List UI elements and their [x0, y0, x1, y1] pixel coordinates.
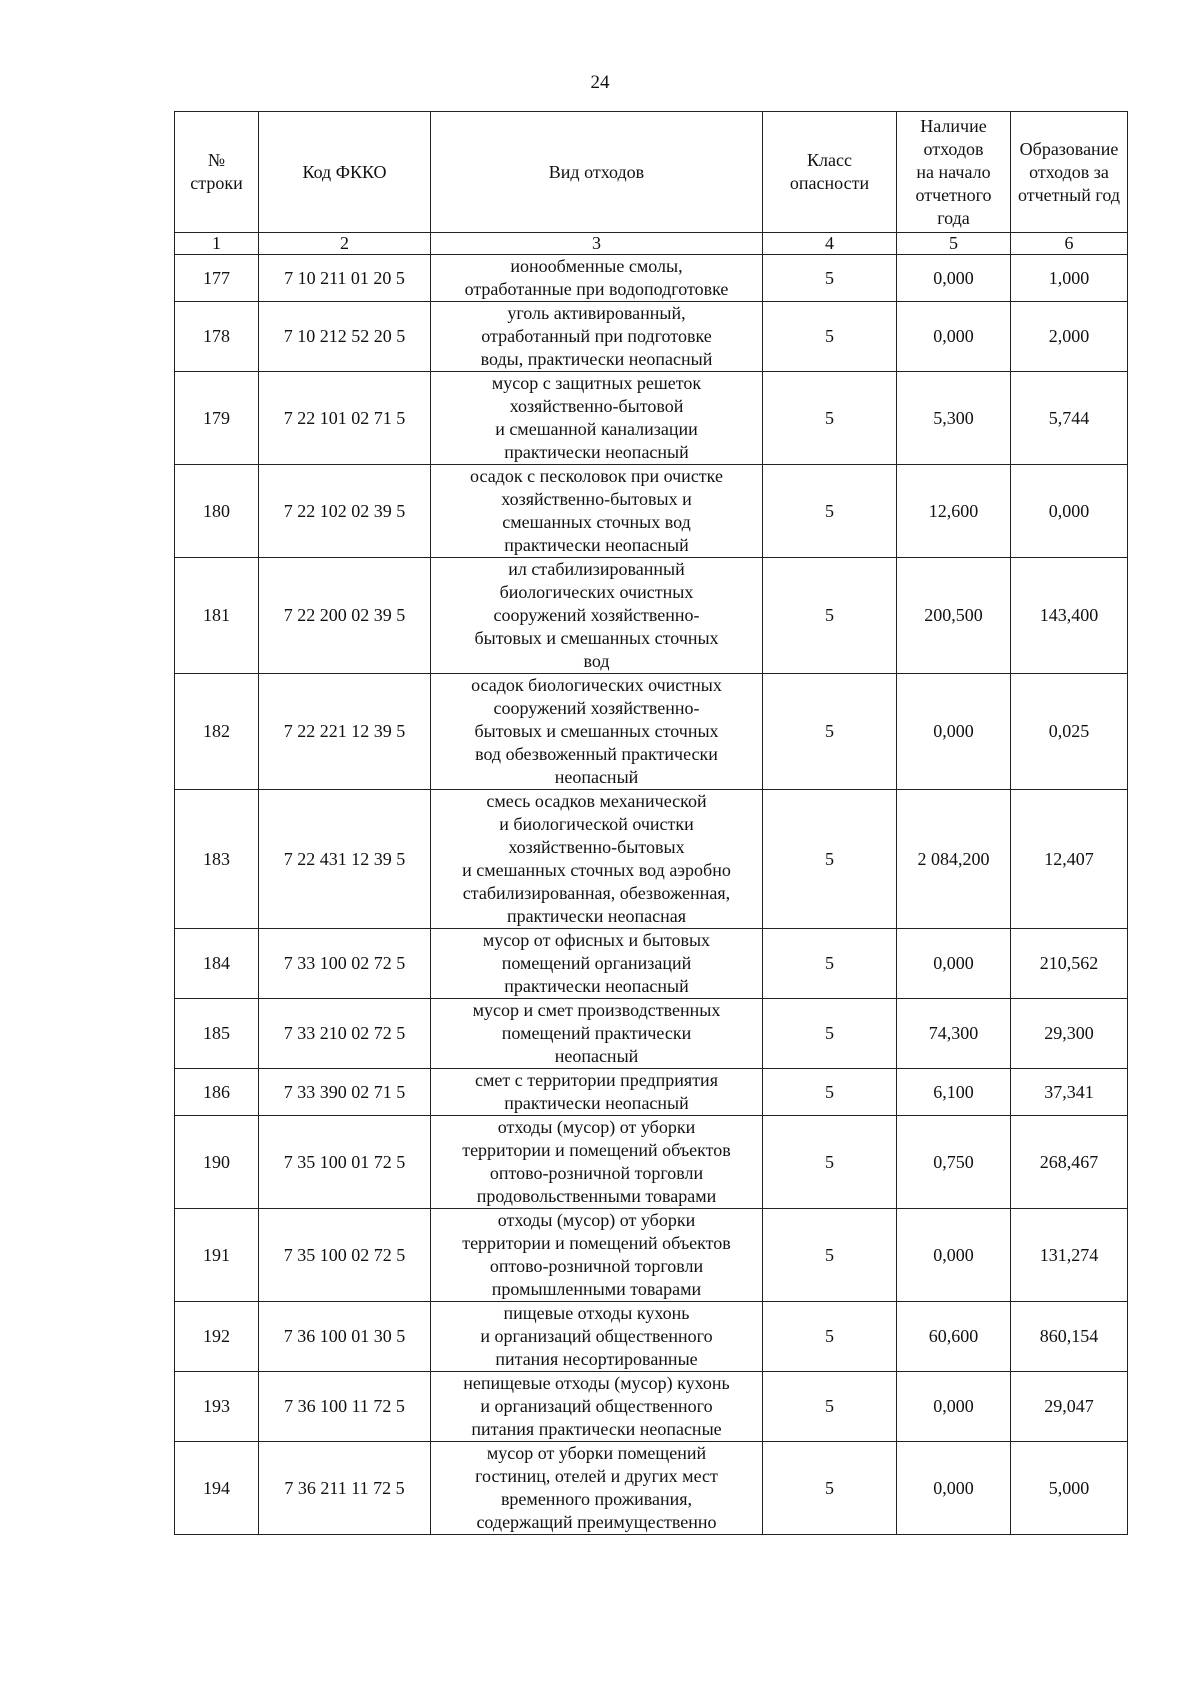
table-row — [175, 1302, 1128, 1372]
fkko-code-cell: 7 33 100 02 72 5 — [259, 929, 431, 999]
fkko-code-cell: 7 22 221 12 39 5 — [259, 674, 431, 790]
hazard-class-cell: 5 — [763, 929, 897, 999]
fkko-code-cell: 7 10 212 52 20 5 — [259, 302, 431, 372]
start-amount-cell: 0,000 — [897, 302, 1011, 372]
column-number-row — [175, 233, 1128, 255]
formed-amount-cell: 860,154 — [1011, 1302, 1128, 1372]
waste-type-cell: смет с территории предприятия практически неопасный — [431, 1069, 763, 1116]
start-amount-cell: 0,000 — [897, 1372, 1011, 1442]
hazard-class-cell: 5 — [763, 674, 897, 790]
waste-type-cell: ионообменные смолы, отработанные при водоподготовке — [431, 255, 763, 302]
fkko-code-cell: 7 36 100 01 30 5 — [259, 1302, 431, 1372]
hazard-class-cell: 5 — [763, 1209, 897, 1302]
hazard-class-cell: 5 — [763, 372, 897, 465]
table-row — [175, 255, 1128, 302]
fkko-code-cell: 7 22 200 02 39 5 — [259, 558, 431, 674]
row-number-cell: 178 — [175, 302, 259, 372]
table-row — [175, 1069, 1128, 1116]
formed-amount-cell: 2,000 — [1011, 302, 1128, 372]
formed-amount-cell: 5,744 — [1011, 372, 1128, 465]
row-number-cell: 185 — [175, 999, 259, 1069]
hazard-class-cell: 5 — [763, 999, 897, 1069]
fkko-code-cell: 7 36 211 11 72 5 — [259, 1442, 431, 1535]
row-number-cell: 190 — [175, 1116, 259, 1209]
table-row — [175, 1372, 1128, 1442]
header-start-of-year: Наличие отходов на начало отчетного года — [897, 112, 1011, 233]
hazard-class-cell: 5 — [763, 1442, 897, 1535]
column-number: 6 — [1011, 233, 1128, 255]
table-row — [175, 465, 1128, 558]
table-row — [175, 372, 1128, 465]
waste-type-cell: мусор от офисных и бытовых помещений организаций практически неопасный — [431, 929, 763, 999]
start-amount-cell: 0,000 — [897, 929, 1011, 999]
waste-table — [174, 111, 1128, 1535]
start-amount-cell: 0,000 — [897, 1442, 1011, 1535]
hazard-class-cell: 5 — [763, 1116, 897, 1209]
formed-amount-cell: 29,300 — [1011, 999, 1128, 1069]
start-amount-cell: 0,000 — [897, 674, 1011, 790]
row-number-cell: 193 — [175, 1372, 259, 1442]
row-number-cell: 180 — [175, 465, 259, 558]
waste-type-cell: пищевые отходы кухонь и организаций общественного питания несортированные — [431, 1302, 763, 1372]
fkko-code-cell: 7 10 211 01 20 5 — [259, 255, 431, 302]
row-number-cell: 192 — [175, 1302, 259, 1372]
hazard-class-cell: 5 — [763, 1302, 897, 1372]
row-number-cell: 191 — [175, 1209, 259, 1302]
hazard-class-cell: 5 — [763, 1069, 897, 1116]
waste-type-cell: мусор с защитных решеток хозяйственно-бытовой и смешанной канализации практически неопасный — [431, 372, 763, 465]
formed-amount-cell: 5,000 — [1011, 1442, 1128, 1535]
fkko-code-cell: 7 22 431 12 39 5 — [259, 790, 431, 929]
waste-type-cell: мусор от уборки помещений гостиниц, отелей и других мест временного проживания, содержащий преимущественно — [431, 1442, 763, 1535]
waste-type-cell: непищевые отходы (мусор) кухонь и организаций общественного питания практически неопасные — [431, 1372, 763, 1442]
fkko-code-cell: 7 22 102 02 39 5 — [259, 465, 431, 558]
fkko-code-cell: 7 35 100 01 72 5 — [259, 1116, 431, 1209]
column-number: 4 — [763, 233, 897, 255]
table-row — [175, 790, 1128, 929]
formed-amount-cell: 1,000 — [1011, 255, 1128, 302]
header-fkko-code: Код ФККО — [259, 112, 431, 233]
header-waste-type: Вид отходов — [431, 112, 763, 233]
formed-amount-cell: 210,562 — [1011, 929, 1128, 999]
fkko-code-cell: 7 33 390 02 71 5 — [259, 1069, 431, 1116]
start-amount-cell: 12,600 — [897, 465, 1011, 558]
row-number-cell: 181 — [175, 558, 259, 674]
hazard-class-cell: 5 — [763, 465, 897, 558]
table-row — [175, 1442, 1128, 1535]
column-number: 5 — [897, 233, 1011, 255]
row-number-cell: 177 — [175, 255, 259, 302]
column-number: 1 — [175, 233, 259, 255]
row-number-cell: 179 — [175, 372, 259, 465]
table-row — [175, 558, 1128, 674]
formed-amount-cell: 131,274 — [1011, 1209, 1128, 1302]
row-number-cell: 184 — [175, 929, 259, 999]
start-amount-cell: 0,000 — [897, 1209, 1011, 1302]
waste-type-cell: осадок биологических очистных сооружений хозяйственно- бытовых и смешанных сточных вод обезвоженный практически неопасный — [431, 674, 763, 790]
waste-type-cell: отходы (мусор) от уборки территории и помещений объектов оптово-розничной торговли продовольственными товарами — [431, 1116, 763, 1209]
page-number: 24 — [590, 72, 610, 93]
row-number-cell: 186 — [175, 1069, 259, 1116]
fkko-code-cell: 7 36 100 11 72 5 — [259, 1372, 431, 1442]
hazard-class-cell: 5 — [763, 558, 897, 674]
waste-type-cell: мусор и смет производственных помещений практически неопасный — [431, 999, 763, 1069]
formed-amount-cell: 143,400 — [1011, 558, 1128, 674]
table-row — [175, 929, 1128, 999]
formed-amount-cell: 12,407 — [1011, 790, 1128, 929]
formed-amount-cell: 37,341 — [1011, 1069, 1128, 1116]
start-amount-cell: 2 084,200 — [897, 790, 1011, 929]
hazard-class-cell: 5 — [763, 255, 897, 302]
column-number: 2 — [259, 233, 431, 255]
fkko-code-cell: 7 35 100 02 72 5 — [259, 1209, 431, 1302]
table-row — [175, 999, 1128, 1069]
table-row — [175, 1116, 1128, 1209]
hazard-class-cell: 5 — [763, 1372, 897, 1442]
start-amount-cell: 200,500 — [897, 558, 1011, 674]
waste-type-cell: смесь осадков механической и биологической очистки хозяйственно-бытовых и смешанных сточных вод аэробно стабилизированная, обезвоженная, практически неопасная — [431, 790, 763, 929]
table-row — [175, 1209, 1128, 1302]
header-row-number: № строки — [175, 112, 259, 233]
hazard-class-cell: 5 — [763, 302, 897, 372]
formed-amount-cell: 29,047 — [1011, 1372, 1128, 1442]
formed-amount-cell: 0,025 — [1011, 674, 1128, 790]
waste-type-cell: осадок с песколовок при очистке хозяйственно-бытовых и смешанных сточных вод практически неопасный — [431, 465, 763, 558]
waste-type-cell: ил стабилизированный биологических очистных сооружений хозяйственно- бытовых и смешанных сточных вод — [431, 558, 763, 674]
fkko-code-cell: 7 22 101 02 71 5 — [259, 372, 431, 465]
start-amount-cell: 6,100 — [897, 1069, 1011, 1116]
row-number-cell: 182 — [175, 674, 259, 790]
fkko-code-cell: 7 33 210 02 72 5 — [259, 999, 431, 1069]
header-row — [175, 112, 1128, 233]
table-row — [175, 302, 1128, 372]
waste-type-cell: отходы (мусор) от уборки территории и помещений объектов оптово-розничной торговли промышленными товарами — [431, 1209, 763, 1302]
start-amount-cell: 74,300 — [897, 999, 1011, 1069]
table-body — [175, 255, 1128, 1535]
start-amount-cell: 60,600 — [897, 1302, 1011, 1372]
start-amount-cell: 0,000 — [897, 255, 1011, 302]
start-amount-cell: 0,750 — [897, 1116, 1011, 1209]
header-hazard-class: Класс опасности — [763, 112, 897, 233]
row-number-cell: 194 — [175, 1442, 259, 1535]
start-amount-cell: 5,300 — [897, 372, 1011, 465]
table-row — [175, 674, 1128, 790]
column-number: 3 — [431, 233, 763, 255]
formed-amount-cell: 0,000 — [1011, 465, 1128, 558]
row-number-cell: 183 — [175, 790, 259, 929]
hazard-class-cell: 5 — [763, 790, 897, 929]
header-formed-during-year: Образование отходов за отчетный год — [1011, 112, 1128, 233]
waste-type-cell: уголь активированный, отработанный при подготовке воды, практически неопасный — [431, 302, 763, 372]
formed-amount-cell: 268,467 — [1011, 1116, 1128, 1209]
